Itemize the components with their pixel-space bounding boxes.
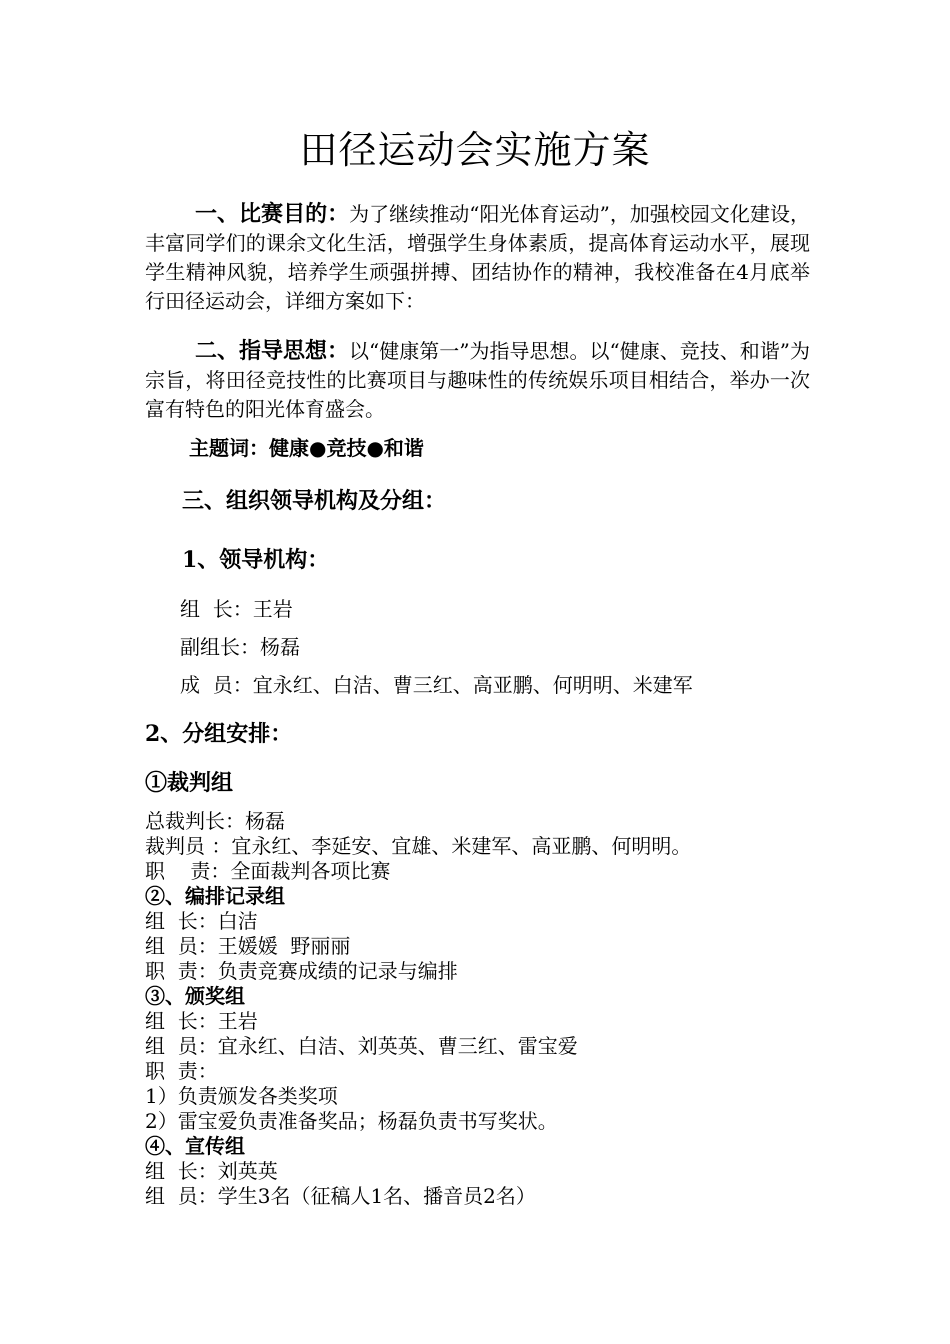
publicity-leader: 组 长：刘英英: [145, 1159, 278, 1183]
page-title: 田径运动会实施方案: [299, 128, 651, 172]
referee-chief: 总裁判长：杨磊: [145, 809, 285, 833]
records-members: 组 员：王媛媛 野丽丽: [145, 934, 351, 958]
referee-group-title: ①裁判组: [145, 770, 234, 796]
leader-line: 组 长：王岩: [180, 597, 293, 621]
records-group-title: ②、编排记录组: [145, 884, 285, 908]
theme-line: 主题词：健康●竞技●和谐: [189, 436, 424, 460]
section-guiding: [145, 337, 810, 424]
publicity-members: 组 员：学生3名（征稿人1名、播音员2名）: [145, 1184, 536, 1208]
records-duty: 职 责：负责竞赛成绩的记录与编排: [145, 959, 458, 983]
section-guiding-text: 以“健康第一”为指导思想。以“健康、竞技、和谐”为宗旨，将田径竞技性的比赛项目与趣味性的传统娱乐项目相结合，举办一次富有特色的阳光体育盛会。: [145, 339, 810, 421]
awards-members: 组 员：宜永红、白洁、刘英英、曹三红、雷宝爱: [145, 1034, 578, 1058]
members-line: 成 员：宜永红、白洁、曹三红、高亚鹏、何明明、米建军: [180, 673, 693, 697]
section-purpose-heading: 一、比赛目的：: [195, 201, 350, 227]
awards-duty-item-1: 1）负责颁发各类奖项: [145, 1084, 338, 1108]
section-organization-heading: 三、组织领导机构及分组：: [182, 488, 447, 514]
records-leader: 组 长：白洁: [145, 909, 258, 933]
section-guiding-heading: 二、指导思想：: [195, 338, 350, 364]
awards-duty: 职 责：: [145, 1059, 218, 1083]
referee-members: 裁判员 ：宜永红、李延安、宜雄、米建军、高亚鹏、何明明。: [145, 834, 692, 858]
grouping-heading: 2、分组安排：: [145, 721, 293, 747]
section-purpose-text: 为了继续推动“阳光体育运动”，加强校园文化建设，丰富同学们的课余文化生活，增强学生身体素质，提高体育运动水平，展现学生精神风貌，培养学生顽强拼搏、团结协作的精神，我校准备在4月底举行田径运动会，详细方案如下：: [145, 202, 810, 313]
publicity-group-title: ④、宣传组: [145, 1134, 245, 1158]
awards-leader: 组 长：王岩: [145, 1009, 258, 1033]
awards-group-title: ③、颁奖组: [145, 984, 245, 1008]
referee-duty: 职 责：全面裁判各项比赛: [145, 859, 391, 883]
leadership-heading: 1、领导机构：: [182, 547, 330, 573]
deputy-line: 副组长：杨磊: [180, 635, 300, 659]
awards-duty-item-2: 2）雷宝爱负责准备奖品；杨磊负责书写奖状。: [145, 1109, 558, 1133]
section-purpose: [145, 200, 810, 316]
